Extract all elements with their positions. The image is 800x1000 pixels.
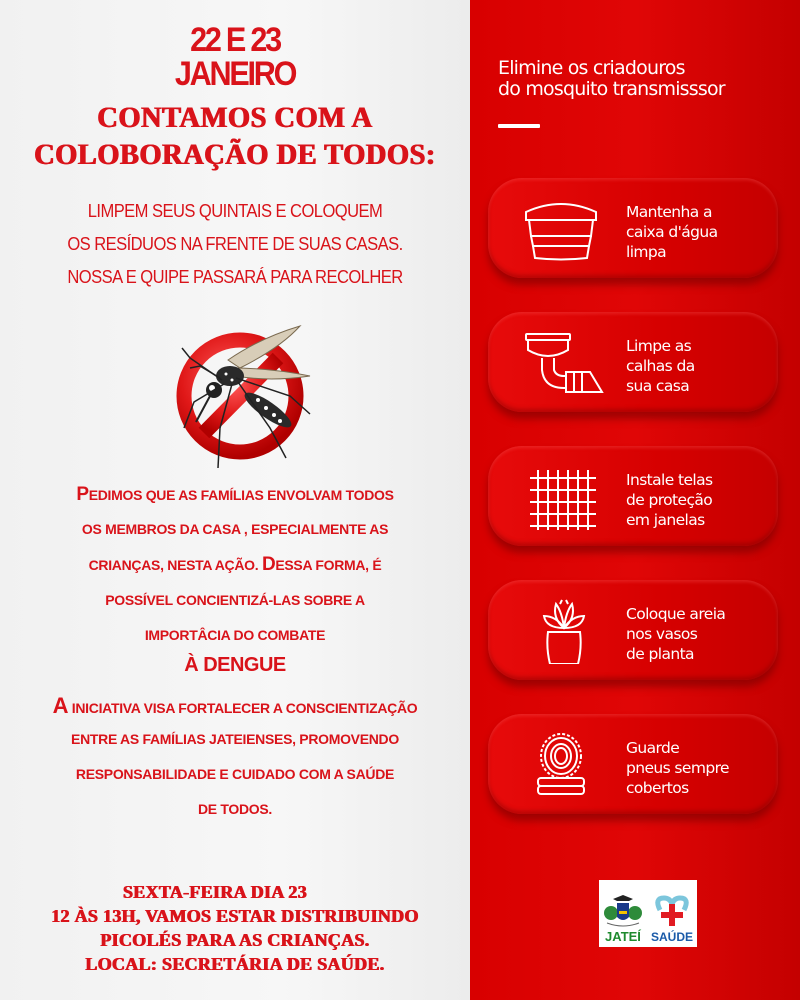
event-month: JANEIRO (174, 55, 296, 93)
tip-text: Guarde pneus sempre cobertos (626, 739, 729, 797)
headline-line1: CONTAMOS COM A (97, 101, 373, 134)
paragraph1-line5: IMPORTÂCIA DO COMBATE (144, 627, 326, 643)
tip-card-gutters (488, 312, 778, 412)
window-screen-icon (516, 464, 606, 530)
paragraph2-line4: DE TODOS. (197, 801, 273, 817)
instruction-line1: LIMPEM SEUS QUINTAIS E COLOQUEM (87, 201, 383, 221)
title-underline (498, 124, 540, 128)
paragraph2-line2: ENTRE AS FAMÍLIAS JATEIENSES, PROMOVENDO (71, 731, 399, 747)
instruction-line2: OS RESÍDUOS NA FRENTE DE SUAS CASAS. (67, 234, 403, 254)
gutter-pipe-icon (516, 330, 606, 396)
no-mosquito-sign (160, 318, 320, 468)
tire-icon (516, 732, 606, 798)
tip-card-water-tank (488, 178, 778, 278)
footer-line3: PICOLÉS PARA AS CRIANÇAS. (100, 930, 370, 950)
coat-of-arms-icon (603, 893, 643, 929)
paragraph2-line3: RESPONSABILIDADE E CUIDADO COM A SAÚDE (75, 766, 395, 782)
tip-card-tires (488, 714, 778, 814)
footer-line4: LOCAL: SECRETÁRIA DE SAÚDE. (85, 954, 385, 974)
paragraph2-line1: A INICIATIVA VISA FORTALECER A CONSCIENTIZAÇÃO (52, 693, 418, 718)
right-panel-title: Elimine os criadouros do mosquito transmisssor (498, 57, 725, 100)
jatei-coat-of-arms: JATEÍ (603, 893, 643, 944)
health-cross-icon (652, 894, 692, 930)
tip-text: Coloque areia nos vasos de planta (626, 605, 726, 663)
tip-card-plant-pots (488, 580, 778, 680)
dengue-heading: À DENGUE (184, 654, 286, 676)
saude-logo: SAÚDE (651, 894, 693, 944)
no-mosquito-icon (160, 318, 320, 468)
tip-card-window-screens (488, 446, 778, 546)
instruction-line3: NOSSA E QUIPE PASSARÁ PARA RECOLHER (67, 267, 403, 287)
tip-text: Instale telas de proteção em janelas (626, 471, 713, 529)
paragraph1-line3: CRIANÇAS, NESTA AÇÃO. DESSA FORMA, É (88, 554, 382, 575)
headline-line2: COLOBORAÇÃO DE TODOS: (34, 138, 436, 171)
water-tank-icon (516, 196, 606, 262)
footer-line2: 12 ÀS 13H, VAMOS ESTAR DISTRIBUINDO (51, 906, 419, 926)
tip-text: Limpe as calhas da sua casa (626, 337, 695, 395)
potted-plant-icon (516, 598, 606, 664)
paragraph1-line2: OS MEMBROS DA CASA , ESPECIALMENTE AS (81, 521, 389, 537)
footer-line1: SEXTA-FEIRA DIA 23 (122, 882, 308, 902)
event-date: 22 E 23 (190, 21, 280, 59)
tip-text: Mantenha a caixa d'água limpa (626, 203, 718, 261)
paragraph1-line4: POSSÍVEL CONCIENTIZÁ-LAS SOBRE A (105, 592, 365, 608)
paragraph1-line1: PEDIMOS QUE AS FAMÍLIAS ENVOLVAM TODOS (76, 484, 394, 505)
municipality-logo (599, 880, 697, 947)
